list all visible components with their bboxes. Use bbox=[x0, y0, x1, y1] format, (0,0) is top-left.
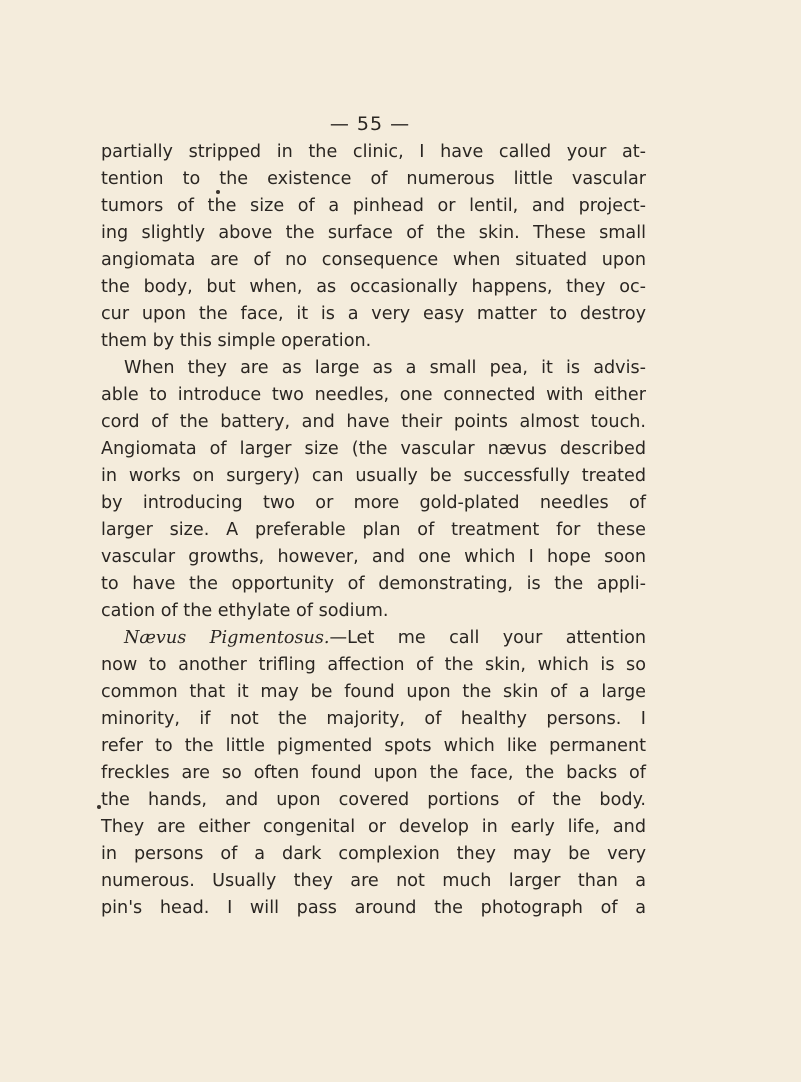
text-line: ing slightly above the surface of the skin. These small bbox=[101, 223, 646, 243]
text-line: angiomata are of no consequence when situated upon bbox=[101, 250, 646, 270]
paragraph-2 bbox=[101, 355, 646, 625]
section-heading: Nævus Pigmentosus. bbox=[124, 628, 330, 648]
text-line: refer to the little pigmented spots which like permanent bbox=[101, 736, 646, 756]
print-speck bbox=[216, 190, 220, 194]
text-line: by introducing two or more gold-plated needles of bbox=[101, 493, 646, 513]
text-line bbox=[101, 625, 646, 652]
text-line: vascular growths, however, and one which I hope soon bbox=[101, 547, 646, 567]
text-line: Angiomata of larger size (the vascular nævus described bbox=[101, 439, 646, 459]
text-line: numerous. Usually they are not much larger than a bbox=[101, 871, 646, 891]
text-line: cur upon the face, it is a very easy matter to destroy bbox=[101, 304, 646, 324]
text-line: able to introduce two needles, one connected with either bbox=[101, 385, 646, 405]
text-line: They are either congenital or develop in early life, and bbox=[101, 817, 646, 837]
text-line: freckles are so often found upon the face, the backs of bbox=[101, 763, 646, 783]
text-line: tumors of the size of a pinhead or lentil, and project- bbox=[101, 196, 646, 216]
text-line: common that it may be found upon the skin of a large bbox=[101, 682, 646, 702]
text-line: pin's head. I will pass around the photograph of a bbox=[101, 898, 646, 918]
paragraph-1 bbox=[101, 139, 646, 355]
text-line: minority, if not the majority, of healthy persons. I bbox=[101, 709, 646, 729]
text-line: When they are as large as a small pea, it is advis- bbox=[124, 358, 646, 378]
text-line: in works on surgery) can usually be successfully treated bbox=[101, 466, 646, 486]
text-line: partially stripped in the clinic, I have called your at- bbox=[101, 142, 646, 162]
text-line: in persons of a dark complexion they may be very bbox=[101, 844, 646, 864]
paragraph-3 bbox=[101, 625, 646, 922]
text-line: them by this simple operation. bbox=[101, 331, 372, 351]
text-line: the body, but when, as occasionally happens, they oc- bbox=[101, 277, 646, 297]
text-line: cord of the battery, and have their points almost touch. bbox=[101, 412, 646, 432]
text-line: to have the opportunity of demonstrating, is the appli- bbox=[101, 574, 646, 594]
print-speck bbox=[97, 805, 101, 809]
heading-line-rest: —Let me call your attention bbox=[329, 628, 647, 648]
text-line: cation of the ethylate of sodium. bbox=[101, 601, 389, 621]
page-number: — 55 — bbox=[329, 113, 411, 135]
text-line: larger size. A preferable plan of treatment for these bbox=[101, 520, 646, 540]
text-line: tention to the existence of numerous little vascular bbox=[101, 169, 646, 189]
text-line: the hands, and upon covered portions of the body. bbox=[101, 790, 646, 810]
text-line: now to another trifling affection of the skin, which is so bbox=[101, 655, 646, 675]
body-text bbox=[101, 139, 646, 922]
